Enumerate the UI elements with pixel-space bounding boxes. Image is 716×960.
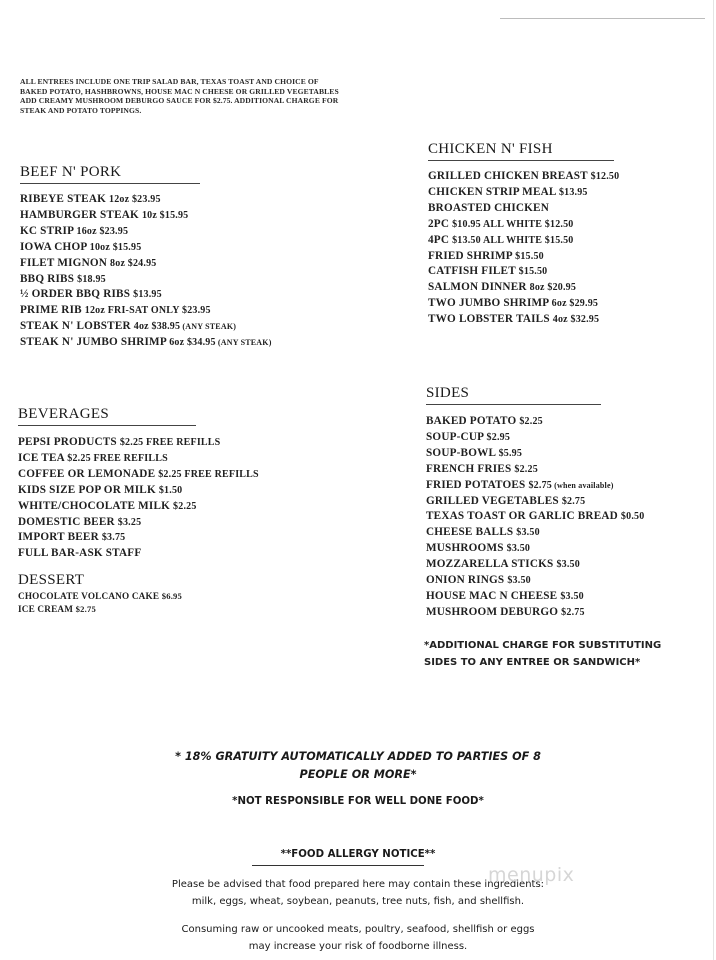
menu-item: MOZZARELLA STICKS $3.50 <box>426 558 580 571</box>
menu-item: ½ ORDER BBQ RIBS $13.95 <box>20 288 162 301</box>
menu-item: BAKED POTATO $2.25 <box>426 415 543 427</box>
menu-item: MUSHROOM DEBURGO $2.75 <box>426 605 585 618</box>
chicken-title-underline <box>428 160 614 161</box>
raw-line: Consuming raw or uncooked meats, poultry, seafood, shellfish or eggs <box>181 924 535 935</box>
menu-item: 2PC $10.95 ALL WHITE $12.50 <box>428 217 574 230</box>
beverages-title-underline <box>18 425 196 426</box>
menu-item: IMPORT BEER $3.75 <box>18 531 126 544</box>
menu-item: ICE TEA $2.25 FREE REFILLS <box>18 451 168 464</box>
intro-line: BAKED POTATO, HASHBROWNS, HOUSE MAC N CHEESE OR GRILLED VEGETABLES <box>20 86 339 96</box>
note-line: SIDES TO ANY ENTREE OR SANDWICH* <box>424 657 641 668</box>
menu-item: FRENCH FRIES $2.25 <box>426 462 538 475</box>
allergy-text <box>0 876 716 910</box>
page-edge <box>713 0 714 960</box>
menu-item: TEXAS TOAST OR GARLIC BREAD $0.50 <box>426 510 645 523</box>
dessert-items <box>18 590 182 616</box>
raw-line: may increase your risk of foodborne illness. <box>248 941 468 952</box>
menu-item: CHOCOLATE VOLCANO CAKE $6.95 <box>18 591 183 601</box>
beverages-title: BEVERAGES <box>18 406 110 422</box>
menu-item: CATFISH FILET $15.50 <box>428 265 548 278</box>
menu-item: BBQ RIBS $18.95 <box>20 272 106 285</box>
gratuity-notice <box>0 748 716 784</box>
note-line: *ADDITIONAL CHARGE FOR SUBSTITUTING <box>424 640 662 651</box>
menu-item: IOWA CHOP 10oz $15.95 <box>20 240 142 253</box>
sides-title: SIDES <box>426 385 470 401</box>
menu-item: KC STRIP 16oz $23.95 <box>20 224 129 237</box>
menu-item: STEAK N' LOBSTER 4oz $38.95 (ANY STEAK) <box>20 320 237 333</box>
menu-item: STEAK N' JUMBO SHRIMP 6oz $34.95 (ANY STEAK) <box>20 336 272 349</box>
menu-item: ICE CREAM $2.75 <box>18 604 96 614</box>
menu-item: FULL BAR-ASK STAFF <box>18 547 142 560</box>
dessert-title: DESSERT <box>18 572 85 588</box>
sides-items <box>426 414 644 621</box>
intro-line: STEAK AND POTATO TOPPINGS. <box>20 105 142 115</box>
chicken-section <box>428 141 619 328</box>
allergy-line: milk, eggs, wheat, soybean, peanuts, tree nuts, fish, and shellfish. <box>191 896 525 907</box>
menu-item: WHITE/CHOCOLATE MILK $2.25 <box>18 499 197 512</box>
watermark: menupix <box>488 864 575 886</box>
menu-item: GRILLED CHICKEN BREAST $12.50 <box>428 170 620 182</box>
entree-intro <box>20 77 420 115</box>
menu-item: COFFEE OR LEMONADE $2.25 FREE REFILLS <box>18 467 259 480</box>
menu-item: FRIED POTATOES $2.75 (when available) <box>426 478 614 491</box>
menu-item: ONION RINGS $3.50 <box>426 574 531 587</box>
menu-item: 4PC $13.50 ALL WHITE $15.50 <box>428 233 574 246</box>
menu-item: TWO LOBSTER TAILS 4oz $32.95 <box>428 313 600 326</box>
menu-item: GRILLED VEGETABLES $2.75 <box>426 494 586 507</box>
substitution-note <box>424 637 684 671</box>
sides-section <box>426 385 644 621</box>
well-done-notice: *NOT RESPONSIBLE FOR WELL DONE FOOD* <box>232 796 484 807</box>
dessert-section <box>18 572 182 616</box>
beef-section <box>20 164 272 351</box>
menu-item: SOUP-BOWL $5.95 <box>426 446 523 459</box>
beverages-section <box>18 406 259 562</box>
menu-item: SALMON DINNER 8oz $20.95 <box>428 281 577 294</box>
menu-item: PRIME RIB 12oz FRI-SAT ONLY $23.95 <box>20 304 211 317</box>
menu-item: PEPSI PRODUCTS $2.25 FREE REFILLS <box>18 436 221 448</box>
chicken-title: CHICKEN N' FISH <box>428 141 553 157</box>
allergy-title-underline <box>252 865 424 866</box>
intro-line: ALL ENTREES INCLUDE ONE TRIP SALAD BAR, TEXAS TOAST AND CHOICE OF <box>20 77 319 86</box>
chicken-items <box>428 169 619 328</box>
menu-item: FRIED SHRIMP $15.50 <box>428 249 544 262</box>
menu-item: TWO JUMBO SHRIMP 6oz $29.95 <box>428 297 599 310</box>
menu-item: BROASTED CHICKEN <box>428 201 550 214</box>
top-rule <box>500 18 705 19</box>
menu-item: MUSHROOMS $3.50 <box>426 542 531 555</box>
menu-item: HAMBURGER STEAK 10z $15.95 <box>20 208 189 221</box>
beef-title: BEEF N' PORK <box>20 164 122 180</box>
menu-item: FILET MIGNON 8oz $24.95 <box>20 256 157 269</box>
menu-item: DOMESTIC BEER $3.25 <box>18 515 142 528</box>
intro-line: ADD CREAMY MUSHROOM DEBURGO SAUCE FOR $2.75. ADDITIONAL CHARGE FOR <box>20 96 339 106</box>
menu-item: KIDS SIZE POP OR MILK $1.50 <box>18 483 183 496</box>
menu-item: CHICKEN STRIP MEAL $13.95 <box>428 185 588 198</box>
beverages-items <box>18 435 259 562</box>
menu-item: CHEESE BALLS $3.50 <box>426 526 540 539</box>
menu-item: SOUP-CUP $2.95 <box>426 430 511 443</box>
menu-item: RIBEYE STEAK 12oz $23.95 <box>20 193 161 205</box>
allergy-line: Please be advised that food prepared here may contain these ingredients: <box>171 879 545 890</box>
gratuity-line: * 18% GRATUITY AUTOMATICALLY ADDED TO PARTIES OF 8 <box>175 750 541 763</box>
allergy-title: **FOOD ALLERGY NOTICE** <box>280 849 436 860</box>
gratuity-line: PEOPLE OR MORE* <box>299 768 417 781</box>
raw-food-warning <box>0 921 716 955</box>
beef-items <box>20 192 272 351</box>
beef-title-underline <box>20 183 200 184</box>
menu-item: HOUSE MAC N CHEESE $3.50 <box>426 589 584 602</box>
sides-title-underline <box>426 404 601 405</box>
